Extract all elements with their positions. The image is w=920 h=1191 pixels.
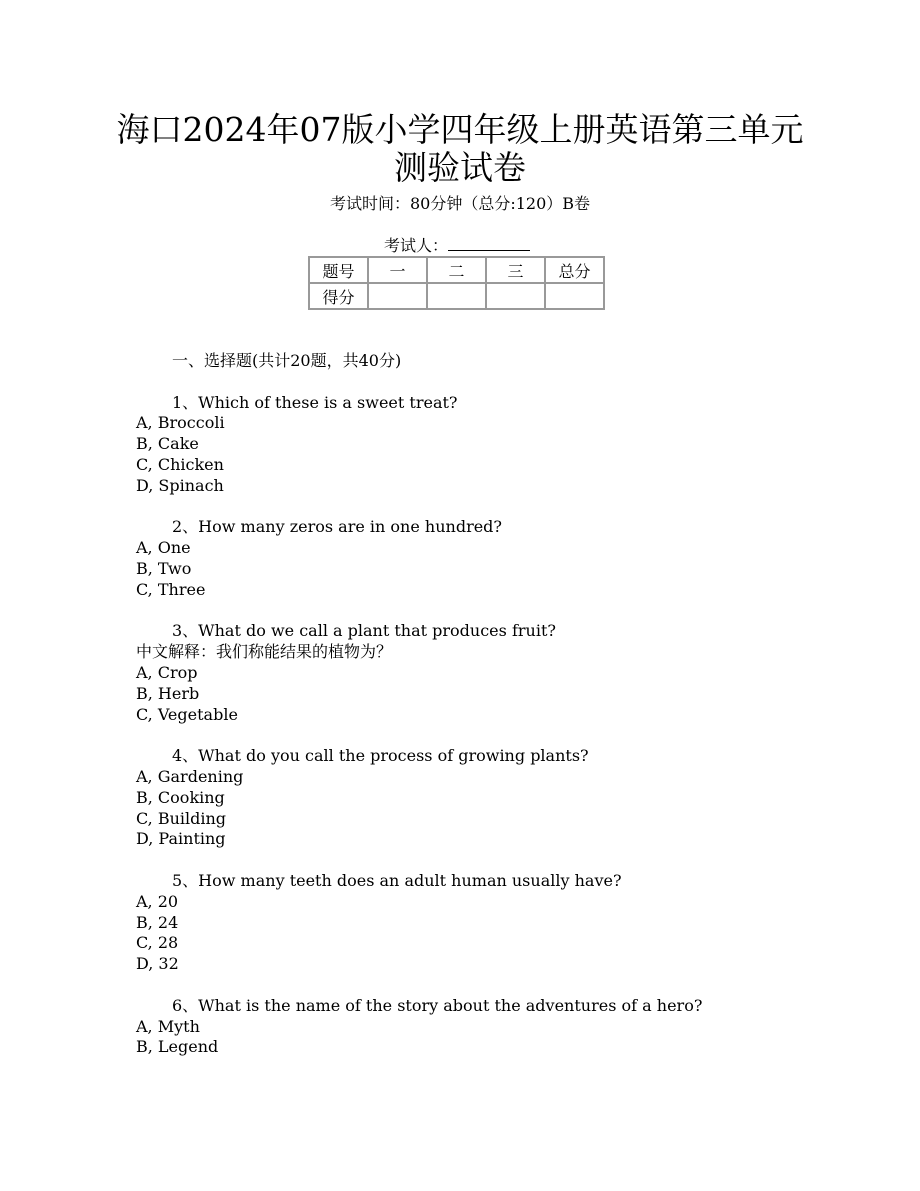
- score-table-header: [309, 257, 604, 283]
- question-block: [136, 621, 876, 725]
- answer-option: C, Vegetable: [136, 704, 238, 724]
- question-block: [136, 393, 876, 497]
- answer-option: B, Cake: [136, 434, 199, 454]
- score-cell: [368, 283, 427, 309]
- examinee-blank: [448, 236, 530, 251]
- answer-option: B, Legend: [136, 1037, 219, 1057]
- exam-info: 考试时间：80分钟（总分:120）B卷: [329, 194, 591, 213]
- score-table: [308, 256, 605, 310]
- answer-option: A, One: [136, 538, 191, 558]
- answer-option: A, Broccoli: [136, 413, 225, 433]
- examinee-field: [384, 233, 530, 256]
- question-block: [136, 996, 876, 1058]
- answer-option: C, Chicken: [136, 454, 224, 474]
- answer-option: D, Painting: [136, 829, 226, 849]
- question-text: 4、What do you call the process of growing plants?: [172, 746, 589, 766]
- answer-option: B, Two: [136, 558, 192, 578]
- score-cell: 得分: [309, 283, 368, 309]
- header-cell: 二: [427, 257, 486, 283]
- question-text: 3、What do we call a plant that produces fruit?: [172, 621, 556, 641]
- score-cell: [486, 283, 545, 309]
- answer-option: B, 24: [136, 912, 179, 932]
- score-cell: [545, 283, 604, 309]
- answer-option: C, Building: [136, 808, 227, 828]
- question-text: 2、How many zeros are in one hundred?: [172, 517, 503, 537]
- question-block: [136, 517, 876, 600]
- header-cell: 三: [486, 257, 545, 283]
- question-block: [136, 746, 876, 850]
- answer-option: A, Gardening: [136, 766, 244, 786]
- document-title-line2: 测验试卷: [394, 148, 526, 187]
- answer-option: B, Cooking: [136, 787, 225, 807]
- question-note: 中文解释：我们称能结果的植物为？: [136, 642, 393, 662]
- document-title-line1: 海口2024年07版小学四年级上册英语第三单元: [116, 110, 804, 149]
- question-block: [136, 871, 876, 975]
- question-text: 1、Which of these is a sweet treat?: [172, 392, 458, 412]
- answer-option: D, 32: [136, 954, 179, 974]
- question-text: 5、How many teeth does an adult human usually have?: [172, 870, 622, 890]
- section-heading: 一、选择题(共计20题，共40分): [172, 351, 402, 370]
- header-cell: 题号: [309, 257, 368, 283]
- header-cell: 总分: [545, 257, 604, 283]
- answer-option: A, Crop: [136, 662, 198, 682]
- answer-option: A, 20: [136, 891, 179, 911]
- header-cell: 一: [368, 257, 427, 283]
- answer-option: B, Herb: [136, 683, 200, 703]
- question-text: 6、What is the name of the story about the adventures of a hero?: [172, 995, 703, 1015]
- answer-option: C, 28: [136, 933, 179, 953]
- examinee-label: 考试人：: [384, 236, 449, 255]
- score-table-row: [309, 283, 604, 309]
- answer-option: D, Spinach: [136, 475, 224, 495]
- score-cell: [427, 283, 486, 309]
- answer-option: A, Myth: [136, 1016, 200, 1036]
- answer-option: C, Three: [136, 579, 206, 599]
- exam-body: [136, 351, 876, 1058]
